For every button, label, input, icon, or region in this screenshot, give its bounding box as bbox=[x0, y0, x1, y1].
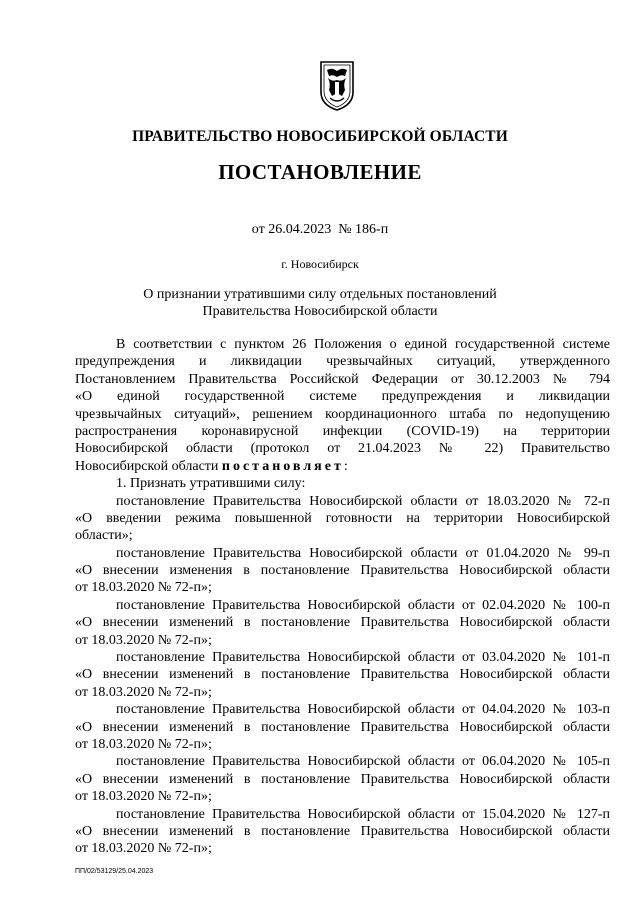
act-line: постановление Правительства Новосибирской области от 15.04.2020 № 127-п bbox=[116, 806, 610, 822]
document-number-date: от 26.04.2023 № 186-п bbox=[251, 222, 389, 237]
preamble-line: распространения коронавирусной инфекции (COVID-19) на территории bbox=[75, 423, 610, 439]
act-line: от 18.03.2020 № 72-п»; bbox=[75, 736, 212, 752]
act-line: от 18.03.2020 № 72-п»; bbox=[75, 632, 212, 648]
act-line: постановление Правительства Новосибирской области от 06.04.2020 № 105-п bbox=[116, 754, 610, 770]
act-line: постановление Правительства Новосибирской области от 03.04.2020 № 101-п bbox=[116, 650, 610, 666]
preamble-line: Новосибирской области (протокол от 21.04.2023 № 22) Правительство bbox=[75, 441, 610, 457]
act-line: постановление Правительства Новосибирской области от 18.03.2020 № 72-п bbox=[116, 493, 610, 509]
preamble-line: чрезвычайных ситуаций», решением координационного штаба по недопущению bbox=[75, 406, 610, 422]
act-line: от 18.03.2020 № 72-п»; bbox=[75, 841, 212, 857]
act-line: постановление Правительства Новосибирской области от 04.04.2020 № 103-п bbox=[116, 702, 610, 718]
act-line: «О внесении изменений в постановление Правительства Новосибирской области bbox=[75, 771, 610, 787]
preamble-line: «О единой государственной системе предупреждения и ликвидации bbox=[75, 389, 610, 405]
act-line: от 18.03.2020 № 72-п»; bbox=[75, 789, 212, 805]
act-line: от 18.03.2020 № 72-п»; bbox=[75, 580, 212, 596]
government-name: ПРАВИТЕЛЬСТВО НОВОСИБИРСКОЙ ОБЛАСТИ bbox=[132, 128, 508, 145]
document-city: г. Новосибирск bbox=[281, 257, 359, 271]
coat-of-arms-emblem bbox=[318, 58, 356, 112]
act-line: «О внесении изменений в постановление Правительства Новосибирской области bbox=[75, 823, 610, 839]
act-line: «О внесении изменения в постановление Правительства Новосибирской области bbox=[75, 563, 610, 579]
act-line: «О внесении изменений в постановление Правительства Новосибирской области bbox=[75, 667, 610, 683]
item-1: 1. Признать утратившими силу: bbox=[116, 476, 306, 492]
resolves-word: постановляет bbox=[221, 458, 344, 474]
act-line: постановление Правительства Новосибирской области от 02.04.2020 № 100-п bbox=[116, 597, 610, 613]
subject-line: Правительства Новосибирской области bbox=[202, 304, 438, 319]
document-type: ПОСТАНОВЛЕНИЕ bbox=[218, 160, 422, 184]
preamble-line: Постановлением Правительства Российской Федерации от 30.12.2003 № 794 bbox=[75, 371, 610, 387]
preamble-line bbox=[75, 458, 610, 475]
preamble-line: предупреждения и ликвидации чрезвычайных ситуаций, утвержденного bbox=[75, 354, 610, 370]
act-line: «О внесении изменений в постановление Правительства Новосибирской области bbox=[75, 719, 610, 735]
document-body bbox=[75, 336, 610, 858]
preamble-text: Новосибирской области bbox=[75, 458, 222, 474]
act-line: «О введении режима повышенной готовности на территории Новосибирской bbox=[75, 510, 610, 526]
act-line: от 18.03.2020 № 72-п»; bbox=[75, 684, 212, 700]
subject-line: О признании утратившими силу отдельных постановлений bbox=[143, 287, 497, 302]
act-line: «О внесении изменений в постановление Правительства Новосибирской области bbox=[75, 615, 610, 631]
document-code: ПП/02/53129/25.04.2023 bbox=[75, 868, 154, 875]
document-subject bbox=[0, 286, 640, 320]
preamble-line: В соответствии с пунктом 26 Положения о единой государственной системе bbox=[116, 337, 610, 352]
act-line: области»; bbox=[75, 528, 133, 544]
preamble-colon: : bbox=[343, 458, 348, 474]
act-line: постановление Правительства Новосибирской области от 01.04.2020 № 99-п bbox=[116, 545, 610, 561]
